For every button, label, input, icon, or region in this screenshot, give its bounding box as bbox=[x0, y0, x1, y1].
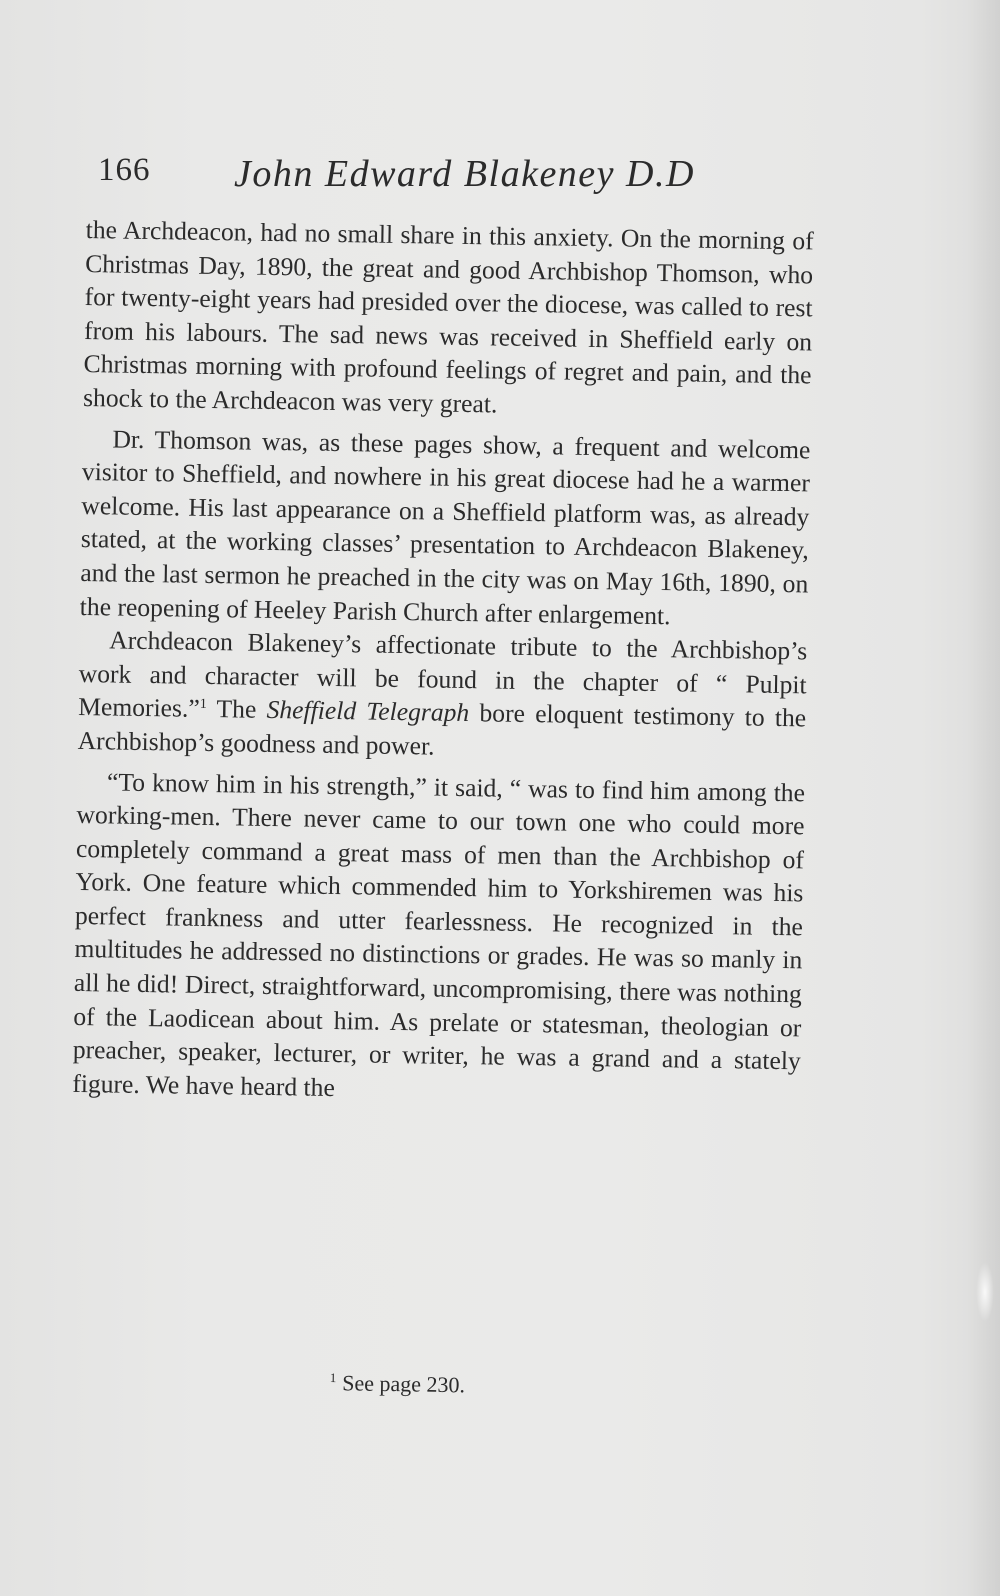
page-edge-mark bbox=[976, 1262, 994, 1322]
paragraph-3-text-after: bore eloquent testimony to the Archbishop’s goodness and power. bbox=[77, 698, 807, 761]
paragraph-2: Dr. Thomson was, as these pages show, a frequent and welcome visitor to Sheffield, and nowhere in his great diocese had he a warmer welcome. His last appearance on a Sheffield platform was, as already stated, at the working classes’ presentation to Archdeacon Blakeney, and the last sermon he preached in the city was on May 16th, 1890, on the reopening of Heeley Parish Church after enlargement. bbox=[79, 424, 811, 630]
running-head bbox=[98, 150, 818, 210]
running-title: John Edward Blakeney D.D bbox=[234, 153, 695, 195]
page-edge-shadow bbox=[966, 0, 1000, 1596]
paragraph-1: the Archdeacon, had no small share in this anxiety. On the morning of Christmas Day, 1890, the great and good Archbishop Thomson, who for twenty-eight years had presided over the diocese, was called to rest from his labours. The sad news was received in Sheffield early on Christmas morning with profound feelings of regret and pain, and the shock to the Archdeacon was very great. bbox=[82, 214, 814, 419]
footnote-reference: 1 bbox=[199, 697, 207, 713]
body-text bbox=[72, 213, 814, 1112]
paragraph-4: “To know him in his strength,” it said, “ was to find him among the working-men. There never came to our town one who could more completely command a great mass of men than the Archbishop of York. One feature which commended him to Yorkshiremen was his perfect frankness and utter fearlessness. He recognized in the multitudes he addressed no distinctions or grades. He was so manly in all he did! Direct, straightforward, uncompromising, there was nothing of the Laodicean about him. As prelate or statesman, theologian or preacher, speaker, lecturer, or writer, he was a grand and a stately figure. We have heard the bbox=[72, 766, 806, 1102]
footnote-marker: 1 bbox=[329, 1370, 337, 1386]
page-number: 166 bbox=[98, 152, 151, 188]
paragraph-3-text-before: Archdeacon Blakeney’s affectionate tribute to the Archbishop’s work and character will be found in the chapter of “ Pulpit Memories.” bbox=[78, 625, 808, 724]
paragraph-3 bbox=[77, 623, 807, 769]
paragraph-3-text-middle: The bbox=[206, 694, 267, 725]
footnote-text: See page 230. bbox=[342, 1370, 466, 1398]
newspaper-title: Sheffield Telegraph bbox=[266, 695, 470, 728]
footnote bbox=[330, 1370, 466, 1398]
